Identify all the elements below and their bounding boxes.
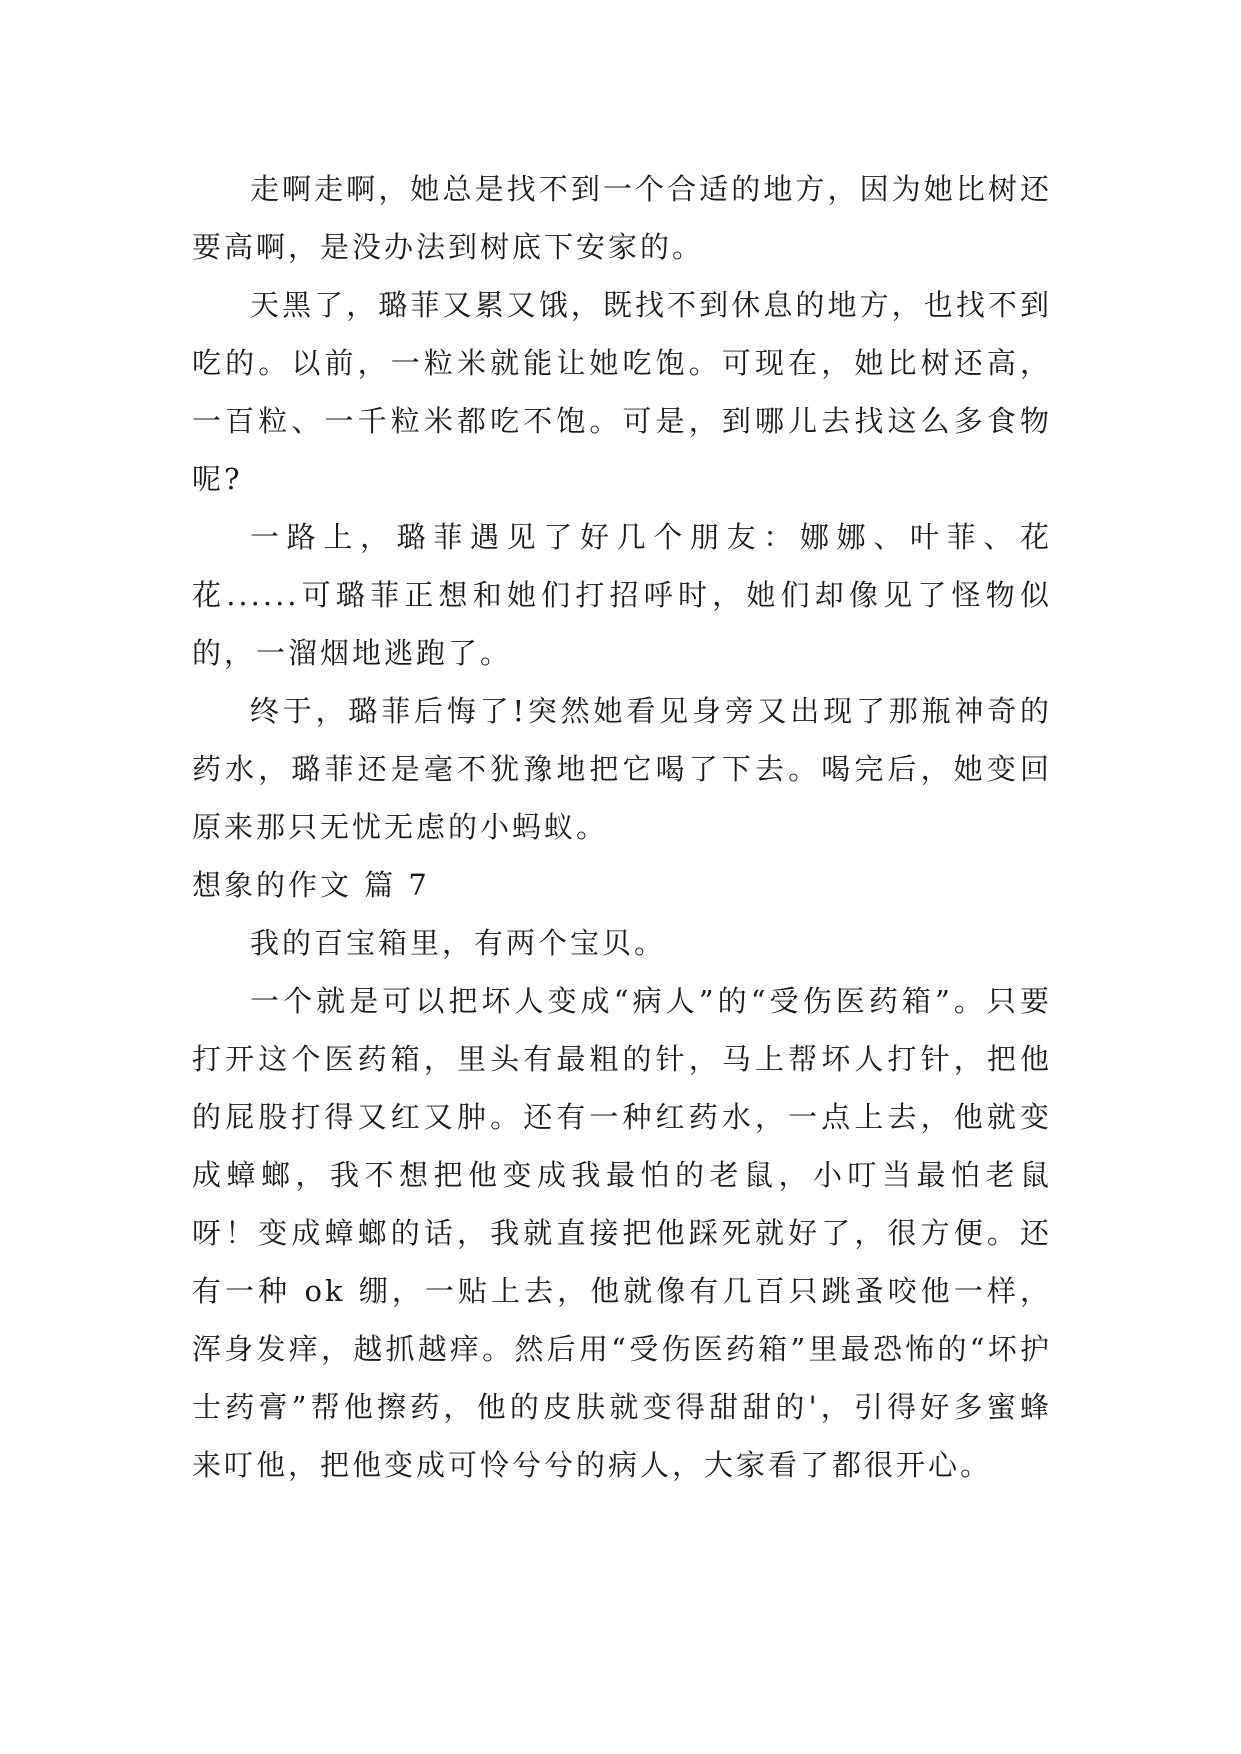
paragraph-4: 终于，璐菲后悔了!突然她看见身旁又出现了那瓶神奇的药水，璐菲还是毫不犹豫地把它喝了下去。喝完后，她变回原来那只无忧无虑的小蚂蚁。 — [192, 694, 1052, 844]
document-body — [192, 160, 1052, 1494]
paragraph-6: 一个就是可以把坏人变成“病人”的“受伤医药箱”。只要打开这个医药箱，里头有最粗的针，马上帮坏人打针，把他的屁股打得又红又肿。还有一种红药水，一点上去，他就变成蟑螂，我不想把他变成我最怕的老鼠，小叮当最怕老鼠呀！变成蟑螂的话，我就直接把他踩死就好了，很方便。还有一种 ok 绷，一贴上去，他就像有几百只跳蚤咬他一样，浑身发痒，越抓越痒。然后用“受伤医药箱”里最恐怖的“坏护士药膏”帮他擦药，他的皮肤就变得甜甜的'，引得好多蜜蜂来叮他，把他变成可怜兮兮的病人，大家看了都很开心。 — [192, 984, 1052, 1482]
paragraph-1: 走啊走啊，她总是找不到一个合适的地方，因为她比树还要高啊，是没办法到树底下安家的。 — [192, 172, 1052, 264]
paragraph-3: 一路上，璐菲遇见了好几个朋友：娜娜、叶菲、花花......可璐菲正想和她们打招呼时，她们却像见了怪物似的，一溜烟地逃跑了。 — [192, 520, 1052, 670]
paragraph-5: 我的百宝箱里，有两个宝贝。 — [250, 926, 667, 960]
paragraph-2: 天黑了，璐菲又累又饿，既找不到休息的地方，也找不到吃的。以前，一粒米就能让她吃饱。可现在，她比树还高，一百粒、一千粒米都吃不饱。可是，到哪儿去找这么多食物呢? — [192, 288, 1052, 496]
section-heading: 想象的作文 篇 7 — [192, 868, 430, 902]
